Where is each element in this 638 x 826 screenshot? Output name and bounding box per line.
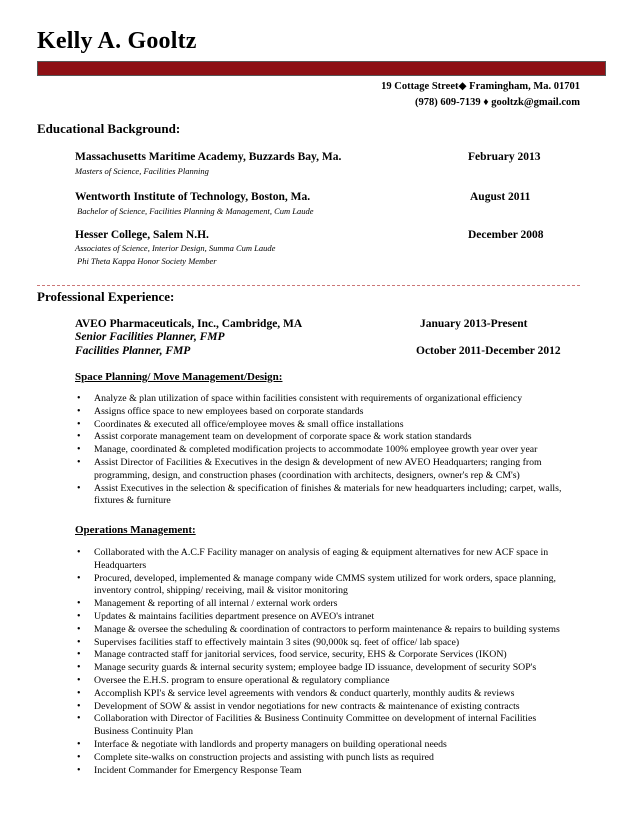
header-bar: [37, 61, 606, 76]
list-item: • Analyze & plan utilization of space within facilities consistent with requirements of organizational efficiency: [75, 393, 565, 406]
job-title: Facilities Planner, FMP: [75, 345, 191, 357]
list-item: • Assist Director of Facilities & Executives in the design & development of new AVEO Headquarters; ranging from programming, design, and construction phases (coordination with architects, designers, owner's rep & CM's): [75, 457, 565, 483]
list-item: • Development of SOW & assist in vendor negotiations for new contracts & maintenance of existing contracts: [75, 701, 565, 714]
company-date: January 2013-Present: [420, 318, 528, 330]
list-item: • Incident Commander for Emergency Response Team: [75, 765, 565, 778]
school-degree: Associates of Science, Interior Design, Summa Cum Laude: [75, 243, 276, 253]
list-item: • Manage security guards & internal security system; employee badge ID issuance, development of security SOP's: [75, 662, 565, 675]
school-name: Hesser College, Salem N.H.: [75, 229, 209, 241]
space-planning-heading: Space Planning/ Move Management/Design:: [75, 371, 283, 383]
list-item: • Assist Executives in the selection & specification of finishes & materials for new headquarters including; carpet, walls, fixtures & furniture: [75, 483, 565, 509]
list-item: • Oversee the E.H.S. program to ensure operational & regulatory compliance: [75, 675, 565, 688]
school-degree: Bachelor of Science, Facilities Planning & Management, Cum Laude: [77, 206, 314, 216]
list-item: • Manage contracted staff for janitorial services, food service, security, EHS & Corporate Services (IKON): [75, 649, 565, 662]
list-item: • Interface & negotiate with landlords and property managers on building operational needs: [75, 739, 565, 752]
school-date: August 2011: [470, 191, 531, 203]
list-item: • Assist corporate management team on development of corporate space & work station standards: [75, 431, 565, 444]
list-item: • Manage, coordinated & completed modification projects to accommodate 100% employee growth year over year: [75, 444, 565, 457]
list-item: • Collaboration with Director of Facilities & Business Continuity Committee on development of internal Facilities Business Continuity Plan: [75, 713, 565, 739]
section-divider: [37, 285, 580, 286]
school-name: Wentworth Institute of Technology, Boston, Ma.: [75, 191, 311, 203]
list-item: • Accomplish KPI's & service level agreements with vendors & conduct quarterly, monthly audits & reviews: [75, 688, 565, 701]
list-item: • Procured, developed, implemented & manage company wide CMMS system utilized for work orders, space planning, inventory control, shipping/ receiving, mail & visitor monitoring: [75, 573, 565, 599]
operations-list: [75, 547, 565, 777]
operations-heading: Operations Management:: [75, 524, 196, 536]
list-item: • Assigns office space to new employees based on corporate standards: [75, 406, 565, 419]
company-name: AVEO Pharmaceuticals, Inc., Cambridge, MA: [75, 318, 303, 330]
education-heading: Educational Background:: [37, 121, 181, 136]
list-item: • Supervises facilities staff to effectively maintain 3 sites (90,000k sq. feet of office/ lab space): [75, 637, 565, 650]
school-degree: Masters of Science, Facilities Planning: [75, 166, 209, 176]
experience-heading: Professional Experience:: [37, 289, 175, 304]
list-item: • Manage & oversee the scheduling & coordination of contractors to perform maintenance & repairs to building systems: [75, 624, 565, 637]
list-item: • Collaborated with the A.C.F Facility manager on analysis of eaging & equipment alternatives for new ACF space in Headquarters: [75, 547, 565, 573]
space-planning-list: [75, 393, 565, 508]
list-item: • Complete site-walks on construction projects and assisting with punch lists as required: [75, 752, 565, 765]
school-date: December 2008: [468, 229, 544, 241]
address-line: 19 Cottage Street◆ Framingham, Ma. 01701: [381, 81, 580, 92]
contact-line: (978) 609-7139 ♦ gooltzk@gmail.com: [414, 97, 580, 108]
school-date: February 2013: [468, 151, 541, 163]
school-honor: Phi Theta Kappa Honor Society Member: [77, 256, 217, 266]
job-title-date: October 2011-December 2012: [416, 345, 561, 357]
school-name: Massachusetts Maritime Academy, Buzzards Bay, Ma.: [75, 151, 342, 163]
list-item: • Management & reporting of all internal / external work orders: [75, 598, 565, 611]
job-title-senior: Senior Facilities Planner, FMP: [75, 331, 225, 343]
list-item: • Coordinates & executed all office/employee moves & small office installations: [75, 419, 565, 432]
candidate-name: Kelly A. Gooltz: [37, 28, 197, 54]
list-item: • Updates & maintains facilities department presence on AVEO's intranet: [75, 611, 565, 624]
